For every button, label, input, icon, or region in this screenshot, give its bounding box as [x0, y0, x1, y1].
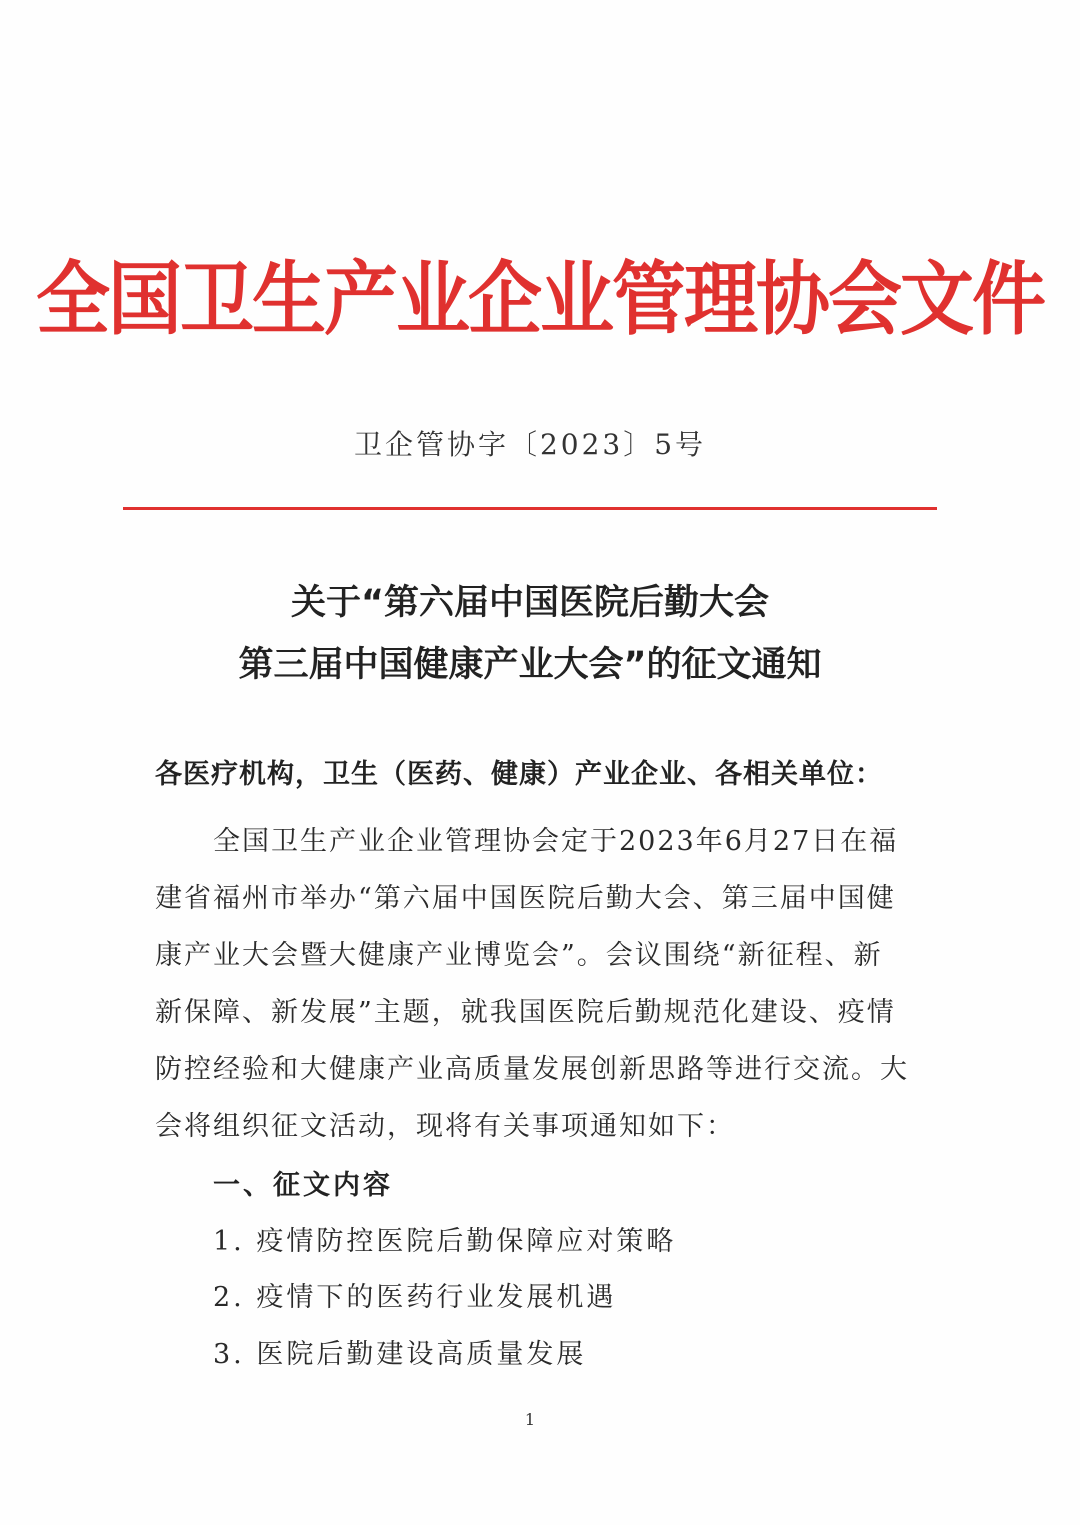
- paragraph-line: 建省福州市举办“第六届中国医院后勤大会、第三届中国健: [155, 883, 896, 914]
- list-item: 1. 疫情防控医院后勤保障应对策略: [213, 1226, 677, 1257]
- notice-title: [0, 572, 1060, 696]
- paragraph-line: 会将组织征文活动，现将有关事项通知如下：: [155, 1111, 735, 1142]
- paragraph-line: 新保障、新发展”主题，就我国医院后勤规范化建设、疫情: [155, 997, 896, 1028]
- document-number: 卫企管协字〔2023〕5号: [353, 428, 707, 461]
- paragraph-line: 防控经验和大健康产业高质量发展创新思路等进行交流。大: [155, 1054, 909, 1085]
- list-item: 3. 医院后勤建设高质量发展: [213, 1339, 587, 1370]
- notice-title-line-1: 关于“第六届中国医院后勤大会: [290, 583, 769, 623]
- notice-title-line-2: 第三届中国健康产业大会”的征文通知: [238, 645, 822, 685]
- paragraph-line: 康产业大会暨大健康产业博览会”。会议围绕“新征程、新: [155, 940, 883, 971]
- header-red-divider: [123, 507, 937, 510]
- addressee-line: 各医疗机构，卫生（医药、健康）产业企业、各相关单位：: [155, 759, 883, 790]
- list-item: 2. 疫情下的医药行业发展机遇: [213, 1282, 617, 1313]
- header-org-title: 全国卫生产业企业管理协会文件: [36, 253, 1044, 347]
- page-number: 1: [524, 1410, 536, 1429]
- section-heading-1: 一、征文内容: [213, 1170, 393, 1201]
- paragraph-line: 全国卫生产业企业管理协会定于2023年6月27日在福: [213, 826, 899, 857]
